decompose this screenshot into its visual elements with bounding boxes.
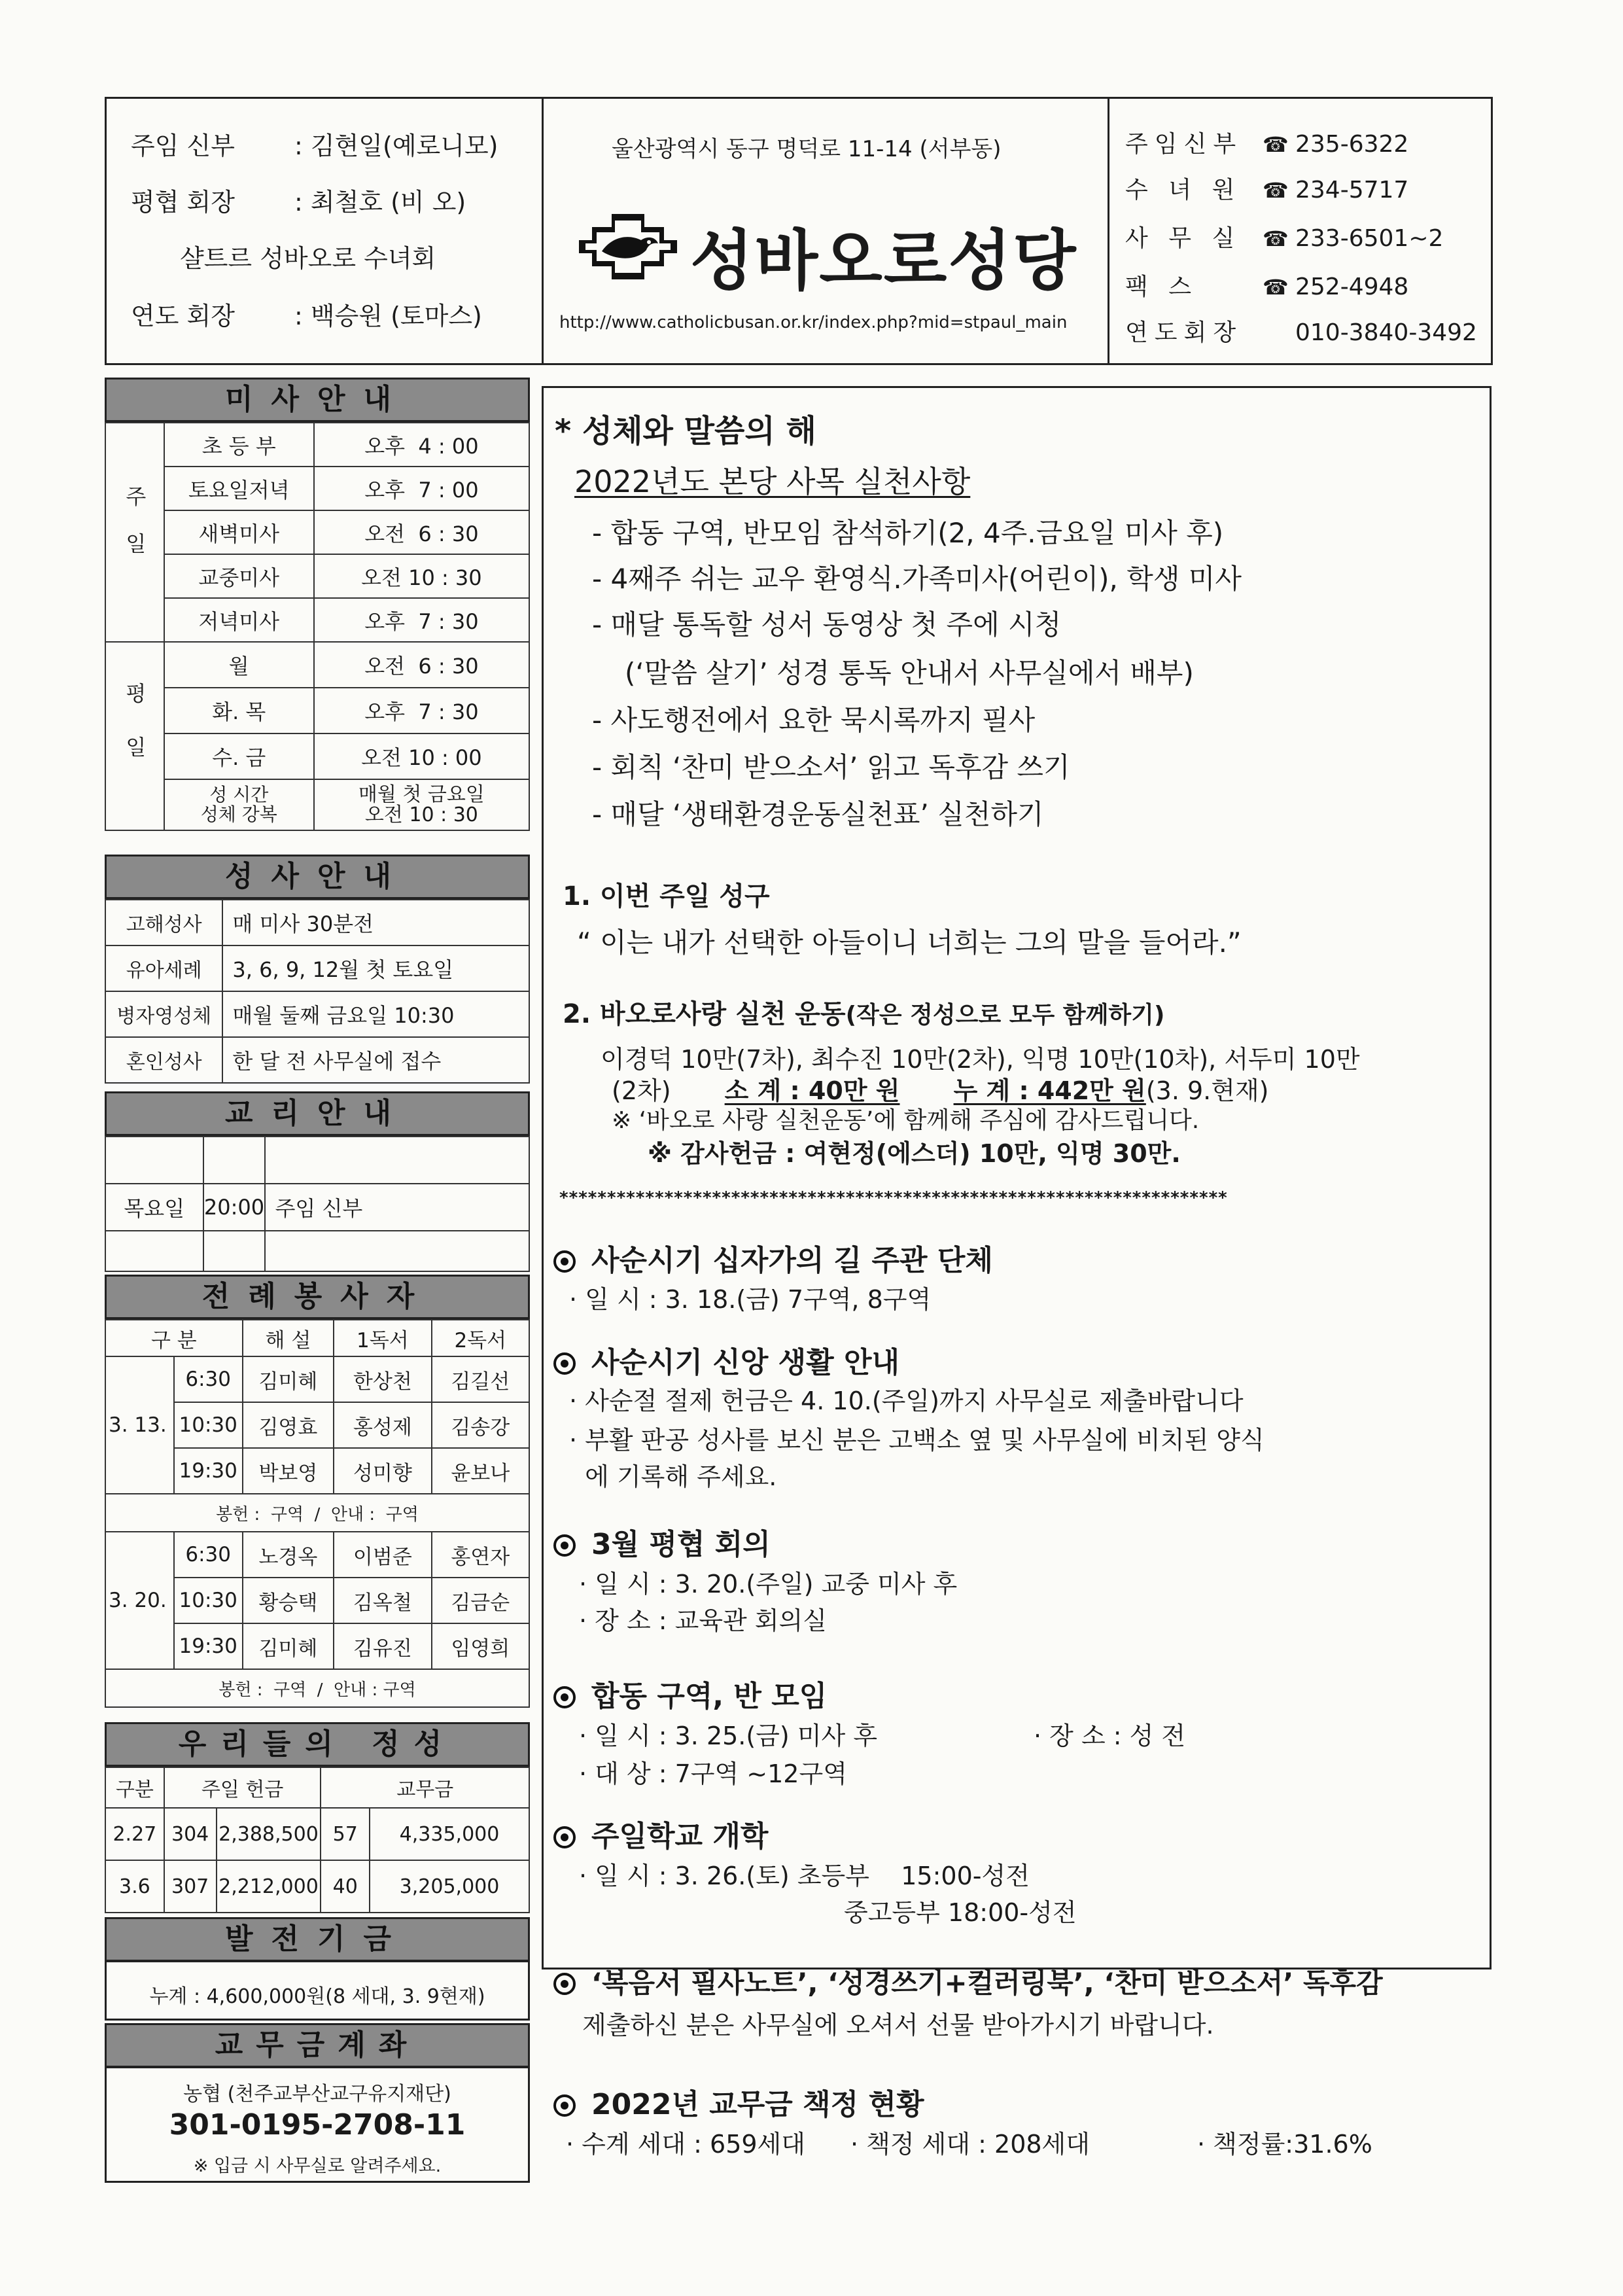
- thanks-offering: ※ 감사헌금 : 여현정(에스더) 10만, 익명 30만.: [648, 1139, 1181, 1168]
- sunday-label: 주일: [105, 423, 164, 642]
- account-section-title: 교무금계좌: [105, 2023, 530, 2068]
- offering-row: 2.27 304 2,388,500 57 4,335,000: [105, 1808, 529, 1860]
- verse-text: “ 이는 내가 선택한 아들이니 너희는 그의 말을 들어라.”: [577, 927, 1242, 959]
- contact-number[interactable]: 235-6322: [1295, 131, 1409, 158]
- servers-note-row: 봉헌 : 구역 / 안내 : 구역: [105, 1669, 529, 1707]
- notice-title: 3월 평협 회의: [553, 1521, 771, 1563]
- servers-note-row: 봉헌 : 구역 / 안내 : 구역: [105, 1494, 529, 1532]
- servers-row: 19:30 김미혜 김유진 임영희: [105, 1623, 529, 1669]
- account-bank: 농협 (천주교부산교구유지재단): [183, 2083, 451, 2106]
- notice-line-extra: · 장 소 : 성 전: [1034, 1722, 1186, 1750]
- church-name: 성바오로성당: [690, 222, 1077, 299]
- mass-row: 수. 금 오전 10 : 00: [105, 733, 529, 779]
- catechism-time: 20:00: [203, 1184, 266, 1231]
- notice-line: · 일 시 : 3. 26.(토) 초등부 15:00-성전: [579, 1862, 1030, 1890]
- bullet-circle-icon: [553, 1250, 576, 1273]
- mass-row: 화. 목 오후 7 : 30: [105, 688, 529, 733]
- servers-header-row: 구 분 해 설 1독서 2독서: [105, 1320, 529, 1356]
- notice-line: · 수계 세대 : 659세대: [566, 2130, 805, 2159]
- phone-icon: ☎: [1263, 226, 1289, 251]
- phone-icon: ☎: [1263, 275, 1289, 300]
- mass-row: 토요일저녁 오후 7 : 00: [105, 467, 529, 510]
- notice-title: 사순시기 신앙 생활 안내: [553, 1339, 899, 1381]
- paul-title: 2. 바오로사랑 실천 운동(작은 정성으로 모두 함께하기): [563, 999, 1165, 1029]
- mass-row: 교중미사 오전 10 : 30: [105, 554, 529, 598]
- sacrament-section-title: 성사안내: [105, 855, 530, 899]
- notice-line: · 부활 판공 성사를 보신 분은 고백소 옆 및 사무실에 비치된 양식: [569, 1426, 1265, 1455]
- bullet-circle-icon: [553, 1686, 576, 1708]
- paul-line1: 이경덕 10만(7차), 최수진 10만(2차), 익명 10만(10차), 서두미 10만: [601, 1045, 1360, 1074]
- sacrament-table: [105, 899, 530, 1084]
- notice-line: · 책정 세대 : 208세대: [850, 2130, 1090, 2159]
- church-logo: [576, 211, 680, 283]
- servers-row: 10:30 황승택 김옥철 김금순: [105, 1578, 529, 1623]
- bullet-circle-icon: [553, 1534, 576, 1557]
- bullet-circle-icon: [553, 1973, 576, 1995]
- servers-date: 3. 13.: [105, 1356, 174, 1494]
- pastoral-item: - 회칙 ‘찬미 받으소서’ 읽고 독후감 쓰기: [592, 751, 1070, 783]
- catechism-section-title: 교리안내: [105, 1091, 530, 1136]
- bullet-circle-icon: [553, 1352, 576, 1375]
- phone-icon: ☎: [1263, 178, 1289, 203]
- church-logo-icon: [576, 211, 680, 283]
- notice-title: 합동 구역, 반 모임: [553, 1672, 827, 1714]
- contact-number[interactable]: 252-4948: [1295, 274, 1409, 300]
- notice-line: · 장 소 : 교육관 회의실: [579, 1606, 827, 1635]
- mass-row: 주일 초 등 부 오후 4 : 00: [105, 423, 529, 467]
- account-note: ※ 입금 시 사무실로 알려주세요.: [193, 2156, 442, 2176]
- mass-row-holy-hour: 성 시간 성체 강복 매월 첫 금요일 오전 10 : 30: [105, 779, 529, 830]
- pastoral-item: - 매달 통독할 성서 동영상 첫 주에 시청: [592, 609, 1062, 641]
- catechism-teacher: 주임 신부: [265, 1184, 529, 1231]
- servers-row: 3. 20. 6:30 노경옥 이범준 홍연자: [105, 1532, 529, 1578]
- contact-row: 사 무 실 ☎ 233-6501~2: [1125, 225, 1444, 252]
- sacrament-row: 유아세례 3, 6, 9, 12월 첫 토요일: [105, 945, 529, 991]
- fund-section-title: 발전기금: [105, 1917, 530, 1962]
- mass-section-title: 미사안내: [105, 378, 530, 422]
- servers-section-title: 전례봉사자: [105, 1275, 530, 1319]
- pastoral-item: (‘말씀 살기’ 성경 통독 안내서 사무실에서 배부): [625, 657, 1194, 689]
- pastoral-item: - 매달 ‘생태환경운동실천표’ 실천하기: [592, 798, 1044, 830]
- servers-table: [105, 1319, 530, 1708]
- header-divider-1: [542, 97, 544, 365]
- offering-section-title: 우리들의 정성: [105, 1722, 530, 1767]
- bullet-circle-icon: [553, 2094, 576, 2117]
- fund-text: 누계 : 4,600,000원(8 세대, 3. 9현재): [149, 1985, 485, 2008]
- catechism-day: 목요일: [105, 1184, 203, 1231]
- pastor-row: 주임 신부 : 김현일(예로니모): [131, 132, 498, 160]
- account-number: 301-0195-2708-11: [169, 2108, 466, 2142]
- contact-row: 수 녀 원 ☎ 234-5717: [1125, 177, 1409, 203]
- notice-title: 2022년 교무금 책정 현황: [553, 2081, 924, 2123]
- mass-row: 평일 월 오전 6 : 30: [105, 642, 529, 688]
- bullet-circle-icon: [553, 1826, 576, 1848]
- servers-row: 19:30 박보영 성미향 윤보나: [105, 1448, 529, 1494]
- offering-table: [105, 1767, 530, 1913]
- catechism-table: [105, 1136, 530, 1272]
- church-url[interactable]: http://www.catholicbusan.or.kr/index.php?mid=stpaul_main: [559, 313, 1068, 332]
- offering-header-row: 구분 주일 헌금 교무금: [105, 1767, 529, 1808]
- sacrament-row: 병자영성체 매월 둘째 금요일 10:30: [105, 991, 529, 1037]
- notice-title: 사순시기 십자가의 길 주관 단체: [553, 1237, 993, 1279]
- notice-line: · 일 시 : 3. 20.(주일) 교중 미사 후: [579, 1570, 958, 1598]
- notice-line: · 사순절 절제 헌금은 4. 10.(주일)까지 사무실로 제출바랍니다: [569, 1386, 1244, 1415]
- notice-line: 중고등부 18:00-성전: [844, 1898, 1077, 1927]
- notice-title: ‘복음서 필사노트’, ‘성경쓰기+컬러링북’, ‘찬미 받으소서’ 독후감: [553, 1962, 1383, 2001]
- pastoral-item: - 합동 구역, 반모임 참석하기(2, 4주.금요일 미사 후): [592, 517, 1224, 549]
- divider-stars: **********************************************************************: [559, 1188, 1228, 1208]
- servers-date: 3. 20.: [105, 1532, 174, 1669]
- servers-row: 3. 13. 6:30 김미혜 한상천 김길선: [105, 1356, 529, 1402]
- weekday-label: 평일: [105, 642, 164, 830]
- header-divider-2: [1108, 97, 1109, 365]
- contact-number[interactable]: 234-5717: [1295, 177, 1409, 203]
- sacrament-row: 고해성사 매 미사 30분전: [105, 900, 529, 945]
- contact-number[interactable]: 233-6501~2: [1295, 225, 1444, 252]
- notice-line: 제출하신 분은 사무실에 오셔서 선물 받아가시기 바랍니다.: [582, 2011, 1214, 2040]
- mass-row: 저녁미사 오후 7 : 30: [105, 598, 529, 642]
- contact-row: 주임신부 ☎ 235-6322: [1125, 131, 1409, 158]
- pastoral-title: 2022년도 본당 사목 실천사항: [574, 464, 971, 499]
- verse-title: 1. 이번 주일 성구: [563, 881, 770, 911]
- legion-row: 연도 회장 : 백승원 (토마스): [131, 302, 482, 330]
- notice-line: · 대 상 : 7구역 ~12구역: [579, 1759, 847, 1788]
- year-title: * 성체와 말씀의 해: [555, 413, 816, 450]
- paul-thanks: ※ ‘바오로 사랑 실천운동’에 함께해 주심에 감사드립니다.: [612, 1107, 1200, 1134]
- notice-line: · 일 시 : 3. 25.(금) 미사 후: [579, 1722, 878, 1750]
- notice-line: · 일 시 : 3. 18.(금) 7구역, 8구역: [569, 1285, 932, 1314]
- church-address: 울산광역시 동구 명덕로 11-14 (서부동): [612, 136, 1002, 162]
- paul-subtotal: 소 계 : 40만 원: [724, 1076, 900, 1105]
- offering-row: 3.6 307 2,212,000 40 3,205,000: [105, 1860, 529, 1913]
- mass-table: [105, 422, 530, 831]
- paul-line2: (2차) 소 계 : 40만 원 누 계 : 442만 원(3. 9.현재): [612, 1076, 1269, 1105]
- contact-number[interactable]: 010-3840-3492: [1295, 319, 1477, 346]
- paul-total: 누 계 : 442만 원: [953, 1076, 1146, 1105]
- phone-icon: ☎: [1263, 132, 1289, 157]
- sacrament-row: 혼인성사 한 달 전 사무실에 접수: [105, 1037, 529, 1083]
- council-row: 평협 회장 : 최철호 (비 오): [131, 188, 466, 217]
- sisters-row: 샬트르 성바오로 수녀회: [180, 244, 436, 273]
- contact-row: 연도회장 010-3840-3492: [1125, 319, 1477, 346]
- pastoral-item: - 4째주 쉬는 교우 환영식.가족미사(어린이), 학생 미사: [592, 563, 1242, 595]
- mass-row: 새벽미사 오전 6 : 30: [105, 510, 529, 554]
- notice-title: 주일학교 개학: [553, 1812, 768, 1854]
- contact-row: 팩 스 ☎ 252-4948: [1125, 274, 1409, 300]
- notice-line: 에 기록해 주세요.: [569, 1462, 777, 1491]
- pastoral-item: - 사도행전에서 요한 묵시록까지 필사: [592, 704, 1036, 736]
- servers-row: 10:30 김영효 홍성제 김송강: [105, 1402, 529, 1448]
- notice-line: · 책정률:31.6%: [1197, 2130, 1372, 2159]
